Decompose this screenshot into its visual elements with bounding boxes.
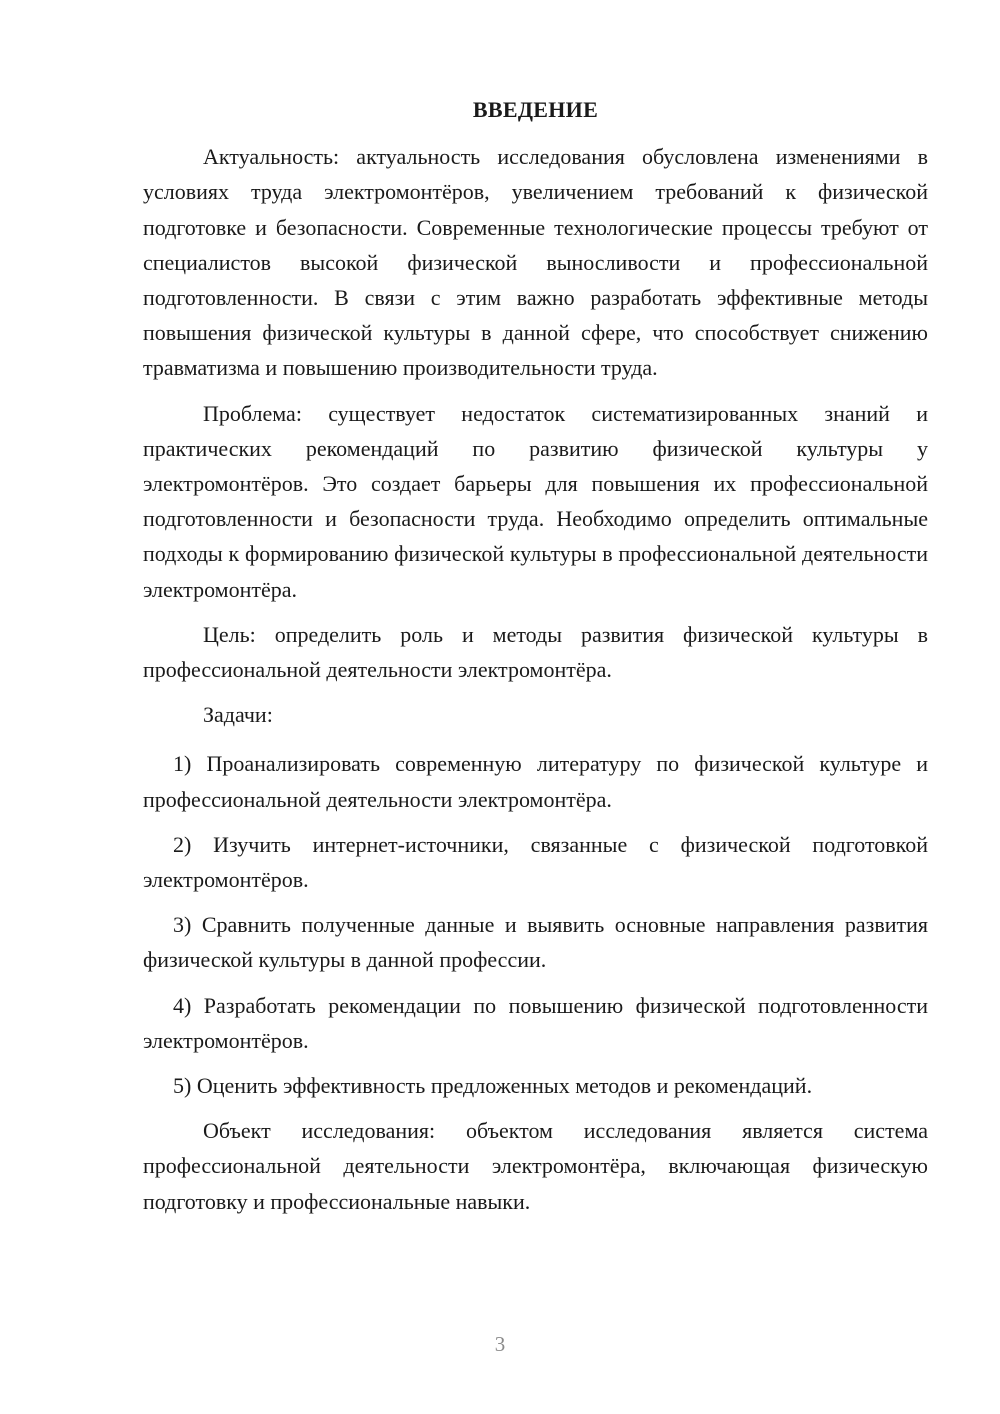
tasks-label: Задачи: bbox=[203, 702, 273, 728]
task-item-4: 4) Разработать рекомендации по повышению физической подготовленности электромонтёров. bbox=[143, 992, 928, 1053]
goal-paragraph: Цель: определить роль и методы развития физической культуры в профессиональной деятельности электромонтёра. bbox=[143, 621, 928, 683]
task-item-3: 3) Сравнить полученные данные и выявить основные направления развития физической культуры в данной профессии. bbox=[143, 912, 928, 973]
page-number: 3 bbox=[494, 1332, 506, 1356]
relevance-paragraph: Актуальность: актуальность исследования обусловлена изменениями в условиях труда электромонтёров, увеличением требований к физической подготовке и безопасности. Современные технологические процессы требуют от специалистов высокой физической выносливости и профессиональной подготовленности. В связи с этим важно разработать эффективные методы повышения физической культуры в данной сфере, что способствует снижению травматизма и повышению производительности труда. bbox=[143, 144, 928, 381]
task-item-5: 5) Оценить эффективность предложенных методов и рекомендаций. bbox=[173, 1073, 813, 1099]
research-object-paragraph: Объект исследования: объектом исследования является система профессиональной деятельности электромонтёра, включающая физическую подготовку и профессиональные навыки. bbox=[143, 1118, 928, 1214]
document-page bbox=[143, 92, 928, 1229]
task-item-2: 2) Изучить интернет-источники, связанные с физической подготовкой электромонтёров. bbox=[143, 831, 928, 893]
task-item-1: 1) Проанализировать современную литературу по физической культуре и профессиональной деятельности электромонтёра. bbox=[143, 751, 928, 812]
section-title: ВВЕДЕНИЕ bbox=[472, 97, 599, 122]
problem-paragraph: Проблема: существует недостаток систематизированных знаний и практических рекомендаций по развитию физической культуры у электромонтёров. Это создает барьеры для повышения их профессиональной подготовленности и безопасности труда. Необходимо определить оптимальные подходы к формированию физической культуры в профессиональной деятельности электромонтёра. bbox=[143, 400, 928, 602]
